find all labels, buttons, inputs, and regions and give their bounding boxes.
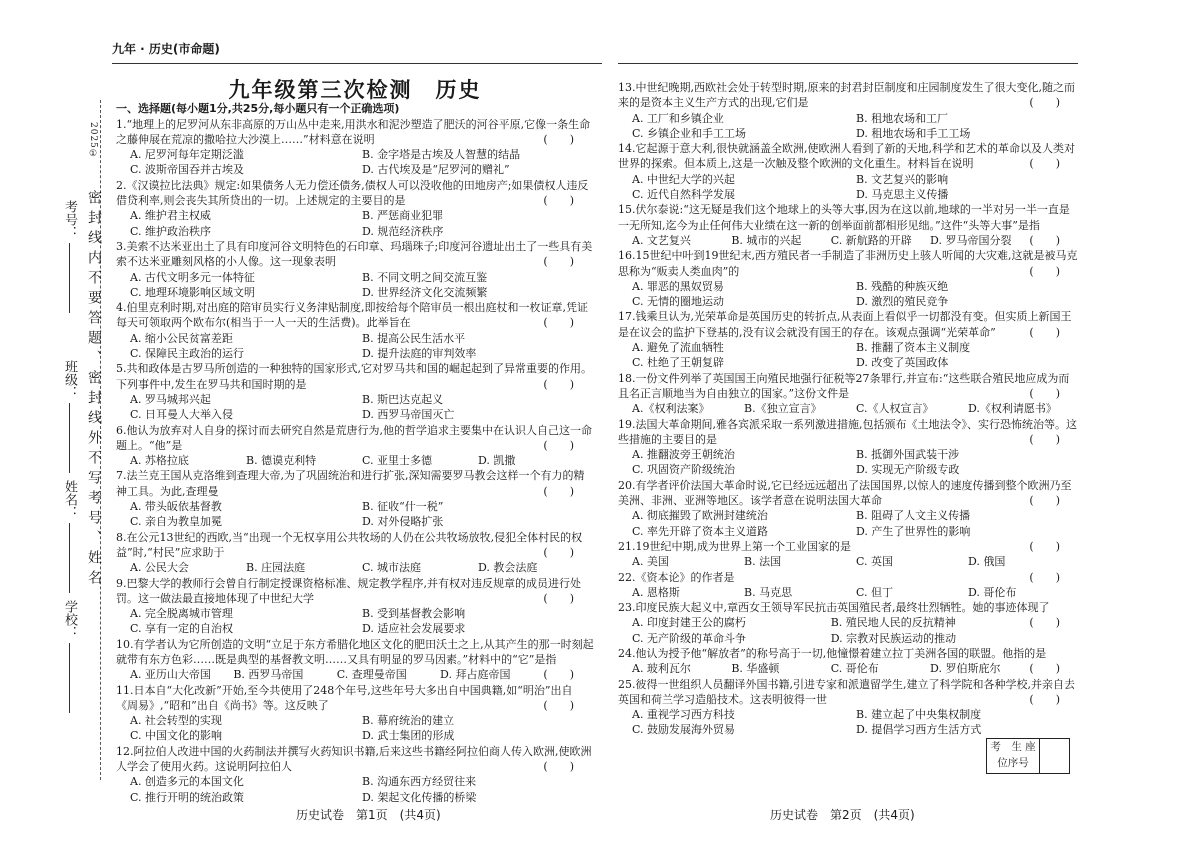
question bbox=[116, 423, 594, 469]
question bbox=[116, 239, 594, 300]
option[interactable]: A. 文艺复兴 bbox=[632, 233, 691, 247]
options bbox=[116, 774, 594, 805]
option[interactable]: B. 提高公民生活水平 bbox=[362, 331, 466, 345]
question-stem: 20.有学者评价法国大革命时说,它已经远远超出了法国国界,以惊人的速度传播到整个欧洲乃至美洲、非洲、亚洲等地区。该学者意在说明法国大革命 ( ) bbox=[618, 478, 1072, 508]
option[interactable]: C. 无情的圈地运动 bbox=[632, 295, 725, 309]
question bbox=[618, 478, 1080, 539]
option[interactable]: A. 重视学习西方科技 bbox=[632, 708, 735, 722]
option[interactable]: B. 租地农场和工厂 bbox=[856, 111, 949, 125]
binding-field-label: 班级： bbox=[62, 360, 77, 399]
question-stem: 8.在公元13世纪的西欧,当“出现一个无权享用公共牧场的人仍在公共牧场放牧,侵犯全体村民的权益”时,“村民”应求助于 ( ) bbox=[116, 530, 583, 559]
options bbox=[618, 615, 1029, 646]
option[interactable]: C. 杜绝了王朝复辟 bbox=[632, 356, 725, 370]
answer-paren[interactable]: ( ) bbox=[543, 377, 574, 391]
option[interactable]: D.《权利请愿书》 bbox=[968, 402, 1057, 416]
option[interactable]: C. 地理环境影响区域文明 bbox=[130, 285, 256, 299]
options bbox=[116, 499, 594, 530]
answer-paren[interactable]: ( ) bbox=[543, 668, 574, 682]
option[interactable]: D. 罗伯斯庇尔 bbox=[930, 662, 1001, 676]
options bbox=[618, 279, 1080, 310]
option[interactable]: B. 斯巴达克起义 bbox=[362, 392, 444, 406]
option[interactable]: B. 文艺复兴的影响 bbox=[856, 172, 949, 186]
option[interactable]: B. 阻碍了人文主义传播 bbox=[856, 509, 971, 523]
option[interactable]: C. 鼓励发展海外贸易 bbox=[632, 723, 736, 737]
option[interactable]: C. 亚里士多德 bbox=[362, 454, 433, 468]
options bbox=[618, 447, 1080, 478]
options bbox=[618, 707, 1080, 738]
option[interactable]: A. 苏格拉底 bbox=[130, 454, 189, 468]
options bbox=[116, 147, 594, 178]
question-stem: 19.法国大革命期间,雅各宾派采取一系列激进措施,包括颁布《土地法令》、实行恐怖统治等。这些措施的主要目的是 ( ) bbox=[618, 417, 1077, 446]
question bbox=[116, 530, 594, 576]
option[interactable]: D. 哥伦布 bbox=[968, 585, 1017, 599]
answer-paren[interactable]: ( ) bbox=[543, 438, 574, 452]
option[interactable]: A. 完全脱离城市管理 bbox=[130, 607, 233, 621]
option[interactable]: D. 产生了世界性的影响 bbox=[856, 524, 971, 538]
question-stem: 5.共和政体是古罗马所创造的一种独特的国家形式,它对罗马共和国的崛起起到了异常重要的作用。下列事件中,发生在罗马共和国时期的是 ( ) bbox=[116, 362, 592, 391]
question-stem: 9.巴黎大学的教师行会曾自行制定授课资格标准、规定教学程序,并有权对违反规章的成员进行处罚。这一做法最直接地体现了中世纪大学 ( ) bbox=[116, 576, 581, 605]
option[interactable]: A. 尼罗河每年定期泛滥 bbox=[130, 148, 244, 162]
answer-paren[interactable]: ( ) bbox=[1029, 233, 1060, 247]
answer-paren[interactable]: ( ) bbox=[1029, 662, 1060, 676]
option[interactable]: A. 古代文明多元一体特征 bbox=[130, 270, 255, 284]
header-tag: 九年 · 历史(市命题) bbox=[112, 42, 220, 56]
option[interactable]: B. 推翻了资本主义制度 bbox=[856, 341, 971, 355]
option[interactable]: D. 凯撒 bbox=[478, 454, 516, 468]
question-stem: 3.美索不达米亚出土了具有印度河谷文明特色的石印章、玛瑙珠子;印度河谷遗址出土了一些具有美索不达米亚雕刻风格的小人像。这一现象表明 ( ) bbox=[116, 239, 593, 269]
question bbox=[618, 309, 1080, 370]
option[interactable]: A. 美国 bbox=[632, 555, 669, 569]
question bbox=[618, 141, 1080, 202]
answer-paren[interactable]: ( ) bbox=[1029, 616, 1060, 630]
option[interactable]: C. 但丁 bbox=[856, 585, 894, 599]
binding-field-label: 学校： bbox=[62, 600, 77, 639]
binding-field[interactable] bbox=[60, 480, 79, 593]
option[interactable]: A. 中世纪大学的兴起 bbox=[632, 172, 735, 186]
question-stem: 13.中世纪晚期,西欧社会处于转型时期,原来的封君封臣制度和庄园制度发生了很大变化,随之而来的是资本主义生产方式的出现,它们是 ( ) bbox=[618, 81, 1075, 110]
option[interactable]: A. 印度封建王公的腐朽 bbox=[632, 616, 746, 630]
options bbox=[618, 508, 1080, 539]
option[interactable]: B. 德谟克利特 bbox=[246, 454, 317, 468]
option[interactable]: D. 罗马帝国分裂 bbox=[930, 233, 1012, 247]
question-stem: 4.伯里克利时期,对出庭的陪审员实行义务津贴制度,即按给每个陪审员一根出庭杖和一枚证章,凭证每天可领取两个欧布尔(相当于一人一天的生活费)。此举旨在 ( ) bbox=[116, 301, 588, 330]
binding-field-label: 姓名： bbox=[62, 480, 77, 519]
question-stem: 10.有学者认为它所创造的文明“立足于东方希腊化地区文化的肥田沃土之上,从其产生的那一时刻起就带有东方色彩……既是典型的基督教文明……又具有明显的罗马因素。”材料中的“它”是指 ( ) bbox=[116, 637, 594, 682]
question bbox=[618, 80, 1080, 141]
option[interactable]: A. 玻利瓦尔 bbox=[632, 662, 691, 676]
binding-field-label: 考号： bbox=[62, 200, 77, 239]
option[interactable]: C. 保障民主政治的运行 bbox=[130, 347, 245, 361]
option[interactable]: A. 社会转型的实现 bbox=[130, 714, 222, 728]
question bbox=[618, 600, 1080, 646]
option[interactable]: D. 教会法庭 bbox=[478, 561, 538, 575]
binding-year: 2025① bbox=[88, 122, 98, 160]
right-column bbox=[618, 80, 1080, 738]
answer-paren[interactable]: ( ) bbox=[1029, 570, 1060, 584]
option[interactable]: A.《权利法案》 bbox=[632, 402, 710, 416]
option[interactable]: D. 提升法庭的审判效率 bbox=[362, 347, 477, 361]
option[interactable]: C. 维护政治秩序 bbox=[130, 224, 212, 238]
option[interactable]: B. 金字塔是古埃及人智慧的结晶 bbox=[362, 148, 521, 162]
seat-number-box bbox=[986, 738, 1070, 774]
option[interactable]: C. 波斯帝国吞并古埃及 bbox=[130, 163, 245, 177]
question bbox=[618, 539, 1080, 570]
binding-field-blank[interactable] bbox=[69, 403, 70, 473]
option[interactable]: B.《独立宣言》 bbox=[744, 402, 822, 416]
option[interactable]: A. 带头皈依基督教 bbox=[130, 500, 222, 514]
option[interactable]: C. 日耳曼人大举入侵 bbox=[130, 408, 234, 422]
answer-paren[interactable]: ( ) bbox=[1029, 539, 1060, 553]
question-stem: 14.它起源于意大利,很快就涵盖全欧洲,使欧洲人看到了新的天地,科学和艺术的革命以及人类对世界的探索。但本质上,这是一次触及整个欧洲的文化重生。材料旨在说明 ( ) bbox=[618, 142, 1075, 171]
answer-paren[interactable]: ( ) bbox=[1029, 432, 1060, 446]
question bbox=[618, 417, 1080, 478]
option[interactable]: D. 马克思主义传播 bbox=[856, 188, 949, 202]
option[interactable]: B. 殖民地人民的反抗精神 bbox=[830, 616, 956, 630]
question-stem: 25.彼得一世组织人员翻译外国书籍,引进专家和派遣留学生,建立了科学院和各种学校,并亲自去英国和荷兰学习造船技术。这表明彼得一世 ( ) bbox=[618, 677, 1075, 706]
binding-field-blank[interactable] bbox=[69, 643, 70, 713]
option[interactable]: D. 激烈的殖民竞争 bbox=[856, 295, 949, 309]
option[interactable]: D. 西罗马帝国灭亡 bbox=[362, 408, 455, 422]
options bbox=[116, 453, 594, 468]
option[interactable]: B. 法国 bbox=[744, 555, 782, 569]
question-stem: 12.阿拉伯人改进中国的火药制法并撰写火药知识书籍,后来这些书籍经阿拉伯商人传入欧洲,使欧洲人学会了使用火药。这说明阿拉伯人 ( ) bbox=[116, 744, 592, 774]
options bbox=[618, 661, 1029, 676]
option[interactable]: B. 马克思 bbox=[744, 585, 793, 599]
option[interactable]: C. 亲自为教皇加冕 bbox=[130, 515, 223, 529]
options bbox=[116, 667, 543, 682]
question bbox=[116, 300, 594, 361]
question-stem: 11.日本自“大化改新”开始,至今共使用了248个年号,这些年号大多出自中国典籍,如“明治”出自《周易》,“昭和”出自《尚书》等。这反映了 ( ) bbox=[116, 683, 574, 712]
option[interactable]: B. 受到基督教会影响 bbox=[362, 607, 466, 621]
option[interactable]: D. 宗教对民族运动的推动 bbox=[830, 631, 957, 645]
option[interactable]: B. 城市的兴起 bbox=[731, 233, 802, 247]
options bbox=[618, 111, 1080, 142]
question bbox=[116, 178, 594, 239]
option[interactable]: D. 世界经济文化交流频繁 bbox=[362, 285, 488, 299]
question-stem: 18.一份文件列举了英国国王向殖民地强行征税等27条罪行,并宣布:“这些联合殖民地应成为而且名正言顺地当为自由独立的国家。”这份文件是 ( ) bbox=[618, 371, 1070, 400]
option[interactable]: B. 残酷的种族灭绝 bbox=[856, 279, 949, 293]
option[interactable]: A. 避免了流血牺牲 bbox=[632, 341, 724, 355]
option[interactable]: C. 城市法庭 bbox=[362, 561, 422, 575]
option[interactable]: C. 英国 bbox=[856, 555, 894, 569]
question bbox=[618, 248, 1080, 309]
option[interactable]: D. 实现无产阶级专政 bbox=[856, 463, 960, 477]
options bbox=[618, 585, 1080, 600]
question bbox=[618, 202, 1080, 248]
question-list-right bbox=[618, 80, 1080, 738]
question-stem: 17.钱乘旦认为,光荣革命是英国历史的转折点,从表面上看似乎一切都没有变。但实质上新国王是在议会的监护下登基的,没有议会就没有国王的存在。该观点强调“光荣革命” ( ) bbox=[618, 310, 1072, 339]
answer-paren[interactable]: ( ) bbox=[1029, 96, 1060, 110]
option[interactable]: D. 租地农场和手工工场 bbox=[856, 126, 971, 140]
option[interactable]: C. 近代自然科学发展 bbox=[632, 188, 736, 202]
answer-paren[interactable]: ( ) bbox=[543, 484, 574, 498]
question bbox=[116, 637, 594, 683]
option[interactable]: C. 推行开明的统治政策 bbox=[130, 790, 245, 804]
question bbox=[618, 677, 1080, 738]
footer-left: 历史试卷 第1页 (共4页) bbox=[296, 808, 441, 822]
question-stem: 16.15世纪中叶到19世纪末,西方殖民者一手制造了非洲历史上骇人听闻的大灾难,这就是被马克思称为“贩卖人类血肉”的 ( ) bbox=[618, 249, 1078, 278]
answer-paren[interactable]: ( ) bbox=[543, 545, 574, 559]
options bbox=[116, 560, 594, 575]
option[interactable]: A. 工厂和乡镇企业 bbox=[632, 111, 724, 125]
option[interactable]: A. 公民大会 bbox=[130, 561, 189, 575]
answer-paren[interactable]: ( ) bbox=[1029, 494, 1060, 508]
right-header-rule bbox=[618, 63, 1078, 64]
header-rule bbox=[112, 63, 602, 64]
option[interactable]: D. 对外侵略扩张 bbox=[362, 515, 444, 529]
question-stem: 24.他认为授予他“解放者”的称号高于一切,他憧憬着建立拉丁美洲各国的联盟。他指的是 ( ) bbox=[618, 646, 1060, 676]
option[interactable]: D. 提倡学习西方生活方式 bbox=[856, 723, 982, 737]
option[interactable]: A. 维护君主权威 bbox=[130, 209, 211, 223]
option[interactable]: B. 西罗马帝国 bbox=[233, 668, 304, 682]
option[interactable]: C. 中国文化的影响 bbox=[130, 729, 223, 743]
answer-paren[interactable]: ( ) bbox=[543, 194, 574, 208]
question-stem: 2.《汉谟拉比法典》规定:如果债务人无力偿还债务,债权人可以没收他的田地房产;如果债权人违反借贷利率,则会丧失其所贷出的一切。上述规定的主要目的是 ( ) bbox=[116, 178, 589, 208]
option[interactable]: B. 华盛顿 bbox=[731, 662, 780, 676]
option[interactable]: B. 严惩商业犯罪 bbox=[362, 209, 444, 223]
options bbox=[618, 401, 1080, 416]
options bbox=[116, 713, 594, 744]
option[interactable]: C.《人权宣言》 bbox=[856, 402, 934, 416]
left-column bbox=[116, 76, 594, 805]
binding-warning: 密封线内不要答题、密封线外不写考号、姓名 bbox=[86, 190, 102, 590]
answer-paren[interactable]: ( ) bbox=[1029, 692, 1060, 706]
option[interactable]: C. 巩固资产阶级统治 bbox=[632, 463, 736, 477]
question-stem: 15.伏尔泰说:“这无疑是我们这个地球上的头等大事,因为在这以前,地球的一半对另一半一直是一无所知,迄今为止任何伟大业绩在这一新的创举面前都相形见绌。”这件“头等大事”是指 ( ) bbox=[618, 203, 1070, 247]
option[interactable]: D. 古代埃及是“尼罗河的赠礼” bbox=[362, 163, 510, 177]
binding-field[interactable] bbox=[60, 360, 79, 473]
option[interactable]: B. 建立起了中央集权制度 bbox=[856, 708, 982, 722]
option[interactable]: B. 征收“什一税” bbox=[362, 500, 444, 514]
binding-field-blank[interactable] bbox=[69, 243, 70, 313]
option[interactable]: A. 彻底摧毁了欧洲封建统治 bbox=[632, 509, 768, 523]
option[interactable]: B. 沟通东西方经贸往来 bbox=[362, 775, 477, 789]
answer-paren[interactable]: ( ) bbox=[543, 132, 574, 146]
answer-paren[interactable]: ( ) bbox=[1029, 157, 1060, 171]
question bbox=[618, 570, 1080, 601]
question bbox=[116, 744, 594, 805]
option[interactable]: C. 新航路的开辟 bbox=[830, 233, 912, 247]
section-heading: 一、选择题(每小题1分,共25分,每小题只有一个正确选项) bbox=[116, 102, 400, 116]
option[interactable]: A. 恩格斯 bbox=[632, 585, 680, 599]
question bbox=[116, 576, 594, 637]
binding-field[interactable] bbox=[60, 600, 79, 713]
option[interactable]: A. 罪恶的黑奴贸易 bbox=[632, 279, 724, 293]
seat-number-label: 考 生 座位序号 bbox=[987, 739, 1040, 773]
option[interactable]: D. 适应社会发展要求 bbox=[362, 622, 466, 636]
option[interactable]: A. 亚历山大帝国 bbox=[130, 668, 211, 682]
question bbox=[618, 646, 1080, 677]
answer-paren[interactable]: ( ) bbox=[543, 591, 574, 605]
footer-right: 历史试卷 第2页 (共4页) bbox=[770, 808, 915, 822]
answer-paren[interactable]: ( ) bbox=[543, 698, 574, 712]
answer-paren[interactable]: ( ) bbox=[1029, 264, 1060, 278]
question bbox=[116, 683, 594, 744]
question-list-left bbox=[116, 117, 594, 805]
question bbox=[116, 468, 594, 529]
option[interactable]: C. 无产阶级的革命斗争 bbox=[632, 631, 747, 645]
question-stem: 23.印度民族大起义中,章西女王领导军民抗击英国殖民者,最终壮烈牺牲。她的事迹体现了 ( ) bbox=[618, 601, 1060, 630]
question bbox=[116, 117, 594, 178]
options bbox=[116, 208, 594, 239]
option[interactable]: A. 创造多元的本国文化 bbox=[130, 775, 244, 789]
question-stem: 21.19世纪中期,成为世界上第一个工业国家的是 ( ) bbox=[618, 539, 1060, 553]
question-stem: 1.“地理上的尼罗河从东非高原的万山丛中走来,用洪水和泥沙塑造了肥沃的河谷平原,它像一条生命之藤伸展在荒凉的撒哈拉大沙漠上……”材料意在说明 ( ) bbox=[116, 117, 591, 146]
option[interactable]: D. 规范经济秩序 bbox=[362, 224, 444, 238]
question-stem: 7.法兰克王国从克洛维到查理大帝,为了巩固统治和进行扩张,深知需要罗马教会这样一个有力的精神工具。为此,查理曼 ( ) bbox=[116, 469, 585, 498]
options bbox=[116, 331, 594, 362]
option[interactable]: B. 不同文明之间交流互鉴 bbox=[362, 270, 488, 284]
question-stem: 6.他认为放弃对人自身的探讨而去研究自然是荒唐行为,他的哲学追求主要集中在认识人自己这一命题上。“他”是 ( ) bbox=[116, 423, 592, 452]
option[interactable]: B. 庄园法庭 bbox=[246, 561, 306, 575]
binding-field[interactable] bbox=[60, 200, 79, 313]
options bbox=[618, 554, 1080, 569]
question-stem: 22.《资本论》的作者是 ( ) bbox=[618, 570, 1060, 584]
answer-paren[interactable]: ( ) bbox=[543, 316, 574, 330]
option[interactable]: C. 哥伦布 bbox=[830, 662, 879, 676]
option[interactable]: A. 推翻波旁王朝统治 bbox=[632, 448, 735, 462]
options bbox=[618, 172, 1080, 203]
option[interactable]: B. 幕府统治的建立 bbox=[362, 714, 455, 728]
option[interactable]: A. 罗马城邦兴起 bbox=[130, 392, 211, 406]
question bbox=[618, 371, 1080, 417]
option[interactable]: C. 查理曼帝国 bbox=[336, 668, 407, 682]
option[interactable]: D. 架起文化传播的桥梁 bbox=[362, 790, 477, 804]
question bbox=[116, 361, 594, 422]
option[interactable]: B. 抵御外国武装干涉 bbox=[856, 448, 960, 462]
option[interactable]: C. 率先开辟了资本主义道路 bbox=[632, 524, 769, 538]
option[interactable]: A. 缩小公民贫富差距 bbox=[130, 331, 233, 345]
answer-paren[interactable]: ( ) bbox=[543, 760, 574, 774]
options bbox=[116, 392, 594, 423]
options bbox=[618, 233, 1029, 248]
answer-paren[interactable]: ( ) bbox=[1029, 325, 1060, 339]
exam-title: 九年级第三次检测 历史 bbox=[228, 77, 482, 102]
answer-paren[interactable]: ( ) bbox=[1029, 386, 1060, 400]
options bbox=[618, 340, 1080, 371]
option[interactable]: D. 武士集团的形成 bbox=[362, 729, 455, 743]
option[interactable]: C. 乡镇企业和手工工场 bbox=[632, 126, 747, 140]
answer-paren[interactable]: ( ) bbox=[543, 255, 574, 269]
option[interactable]: D. 改变了英国政体 bbox=[856, 356, 949, 370]
option[interactable]: D. 俄国 bbox=[968, 555, 1006, 569]
binding-field-blank[interactable] bbox=[69, 523, 70, 593]
options bbox=[116, 606, 594, 637]
option[interactable]: D. 拜占庭帝国 bbox=[440, 668, 511, 682]
options bbox=[116, 270, 594, 301]
option[interactable]: C. 享有一定的自治权 bbox=[130, 622, 234, 636]
